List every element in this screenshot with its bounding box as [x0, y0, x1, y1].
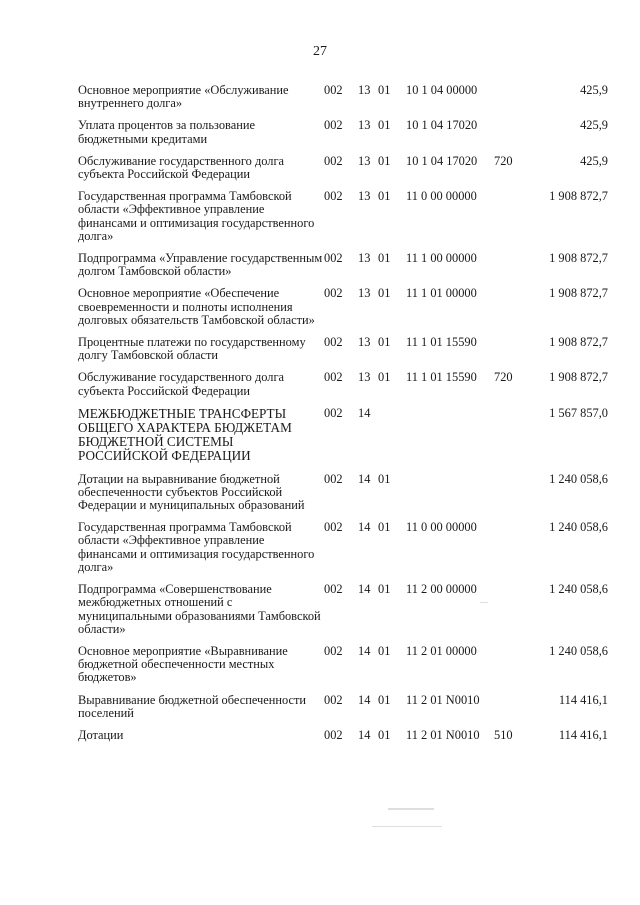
- cell-item-name: Выравнивание бюджетной обеспеченности поселений: [78, 692, 307, 720]
- cell-target-article-code: 10 1 04 17020: [406, 153, 478, 168]
- table-row: [78, 119, 608, 154]
- table-row: [78, 371, 608, 406]
- cell-amount: 1 908 872,7: [549, 189, 608, 204]
- cell-target-article-code: 11 0 00 00000: [406, 189, 477, 204]
- cell-amount: 1 240 058,6: [549, 643, 608, 658]
- cell-department-code: 002: [324, 405, 343, 420]
- cell-section-code: 14: [358, 643, 371, 658]
- cell-department-code: 002: [324, 520, 343, 535]
- cell-item-name: Подпрограмма «Управление государственным долгом Тамбовской области»: [78, 251, 323, 279]
- cell-expense-type-code: [492, 190, 534, 252]
- cell-expense-type-code: [492, 521, 534, 583]
- cell-department-code: 002: [324, 251, 343, 266]
- cell-target-article-code: 10 1 04 17020: [406, 118, 478, 133]
- cell-section-code: 14: [358, 405, 371, 420]
- table-row: [78, 694, 608, 729]
- table-row: [78, 336, 608, 371]
- cell-amount: 1 240 058,6: [549, 520, 608, 535]
- cell-section-code: 14: [358, 520, 371, 535]
- table-row: [78, 521, 608, 583]
- cell-target-article-code: 11 2 00 00000: [406, 582, 477, 597]
- cell-section-code: 13: [358, 370, 371, 385]
- table-row: [78, 583, 608, 645]
- cell-expense-type-code: [492, 583, 534, 645]
- cell-item-name: Государственная программа Тамбовской области «Эффективное управление финансами и оптимизация государственного долга»: [78, 189, 315, 243]
- cell-subsection-code: 01: [378, 83, 391, 97]
- cell-item-name: Обслуживание государственного долга субъекта Российской Федерации: [78, 370, 285, 398]
- cell-expense-type-code: [492, 84, 534, 119]
- cell-section-code: 14: [358, 471, 371, 486]
- cell-subsection-code: 01: [378, 153, 391, 168]
- scan-artifact: [372, 826, 442, 827]
- cell-target-article-code: 11 1 01 15590: [406, 370, 477, 385]
- table-row: [78, 473, 608, 522]
- cell-amount: 425,9: [580, 83, 608, 97]
- cell-item-name: Процентные платежи по государственному долгу Тамбовской области: [78, 335, 306, 363]
- cell-subsection-code: 01: [378, 520, 391, 535]
- cell-section-code: 13: [358, 83, 371, 97]
- cell-subsection-code: 01: [378, 118, 391, 133]
- cell-subsection-code: 01: [378, 286, 391, 301]
- cell-target-article-code: [406, 473, 492, 522]
- cell-subsection-code: 01: [378, 370, 391, 385]
- cell-amount: 1 908 872,7: [549, 286, 608, 301]
- cell-amount: 1 240 058,6: [549, 471, 608, 486]
- cell-expense-type-code: [492, 407, 534, 473]
- cell-amount: 1 908 872,7: [549, 335, 608, 350]
- cell-amount: 425,9: [580, 118, 608, 133]
- budget-table: [78, 84, 608, 751]
- cell-department-code: 002: [324, 286, 343, 301]
- cell-subsection-code: 01: [378, 692, 391, 707]
- cell-item-name: Основное мероприятие «Обеспечение своевременности и полноты исполнения долговых обязательств Тамбовской области»: [78, 286, 315, 327]
- cell-expense-type-code: [492, 119, 534, 154]
- cell-subsection-code: [374, 407, 406, 473]
- cell-target-article-code: 11 2 01 00000: [406, 643, 477, 658]
- table-row: [78, 645, 608, 694]
- cell-department-code: 002: [324, 692, 343, 707]
- cell-amount: 1 908 872,7: [549, 251, 608, 266]
- cell-section-code: 13: [358, 286, 371, 301]
- scan-artifact: [480, 602, 488, 603]
- cell-expense-type-code: [492, 336, 534, 371]
- budget-table-body: [78, 84, 608, 751]
- cell-item-name: Дотации на выравнивание бюджетной обеспеченности субъектов Российской Федерации и муниципальных образований: [78, 471, 305, 513]
- cell-amount: 1 908 872,7: [549, 370, 608, 385]
- cell-amount: 425,9: [580, 153, 608, 168]
- cell-department-code: 002: [324, 471, 343, 486]
- table-row: [78, 252, 608, 287]
- cell-expense-type-code: [492, 252, 534, 287]
- cell-target-article-code: 11 1 00 00000: [406, 251, 477, 266]
- cell-item-name: Подпрограмма «Совершенствование межбюджетных отношений с муниципальными образованиями Тамбовской области»: [78, 582, 321, 636]
- table-row: [78, 190, 608, 252]
- cell-item-name: Основное мероприятие «Обслуживание внутреннего долга»: [78, 83, 289, 111]
- cell-expense-type-code: [492, 645, 534, 694]
- cell-expense-type-code: [492, 473, 534, 522]
- cell-section-code: 14: [358, 692, 371, 707]
- cell-department-code: 002: [324, 643, 343, 658]
- cell-section-code: 13: [358, 189, 371, 204]
- table-row: [78, 287, 608, 336]
- table-row: [78, 155, 608, 190]
- cell-section-code: 14: [358, 727, 371, 742]
- cell-subsection-code: 01: [378, 471, 391, 486]
- cell-expense-type-code: 510: [494, 727, 513, 742]
- cell-amount: 114 416,1: [558, 692, 608, 707]
- cell-section-code: 13: [358, 251, 371, 266]
- cell-amount: 1 240 058,6: [549, 582, 608, 597]
- cell-section-code: 13: [358, 335, 371, 350]
- table-row: [78, 84, 608, 119]
- cell-item-name: МЕЖБЮДЖЕТНЫЕ ТРАНСФЕРТЫ ОБЩЕГО ХАРАКТЕРА БЮДЖЕТАМ БЮДЖЕТНОЙ СИСТЕМЫ РОССИЙСКОЙ ФЕДЕРАЦИИ: [78, 405, 292, 464]
- cell-item-name: Уплата процентов за пользование бюджетными кредитами: [78, 118, 255, 146]
- cell-target-article-code: 11 2 01 N0010: [406, 692, 480, 707]
- page-number: 27: [313, 44, 327, 59]
- cell-expense-type-code: 720: [494, 153, 513, 168]
- cell-amount: 1 567 857,0: [549, 405, 608, 420]
- scan-artifact: [388, 808, 434, 810]
- cell-target-article-code: 11 2 01 N0010: [406, 727, 480, 742]
- cell-department-code: 002: [324, 727, 343, 742]
- cell-department-code: 002: [324, 335, 343, 350]
- cell-target-article-code: 11 1 01 15590: [406, 335, 477, 350]
- cell-department-code: 002: [324, 582, 343, 597]
- cell-section-code: 14: [358, 582, 371, 597]
- cell-subsection-code: 01: [378, 582, 391, 597]
- cell-item-name: Дотации: [78, 727, 124, 742]
- cell-expense-type-code: 720: [494, 370, 513, 385]
- cell-subsection-code: 01: [378, 335, 391, 350]
- cell-department-code: 002: [324, 189, 343, 204]
- cell-item-name: Государственная программа Тамбовской области «Эффективное управление финансами и оптимизация государственного долга»: [78, 520, 315, 574]
- table-row: [78, 729, 608, 751]
- cell-item-name: Основное мероприятие «Выравнивание бюджетной обеспеченности местных бюджетов»: [78, 643, 288, 685]
- cell-expense-type-code: [492, 694, 534, 729]
- table-row: [78, 407, 608, 473]
- cell-department-code: 002: [324, 153, 343, 168]
- cell-department-code: 002: [324, 370, 343, 385]
- cell-section-code: 13: [358, 118, 371, 133]
- cell-target-article-code: [406, 407, 492, 473]
- cell-subsection-code: 01: [378, 251, 391, 266]
- cell-subsection-code: 01: [378, 189, 391, 204]
- cell-amount: 114 416,1: [558, 727, 608, 742]
- cell-section-code: 13: [358, 153, 371, 168]
- cell-subsection-code: 01: [378, 643, 391, 658]
- cell-expense-type-code: [492, 287, 534, 336]
- cell-department-code: 002: [324, 118, 343, 133]
- cell-department-code: 002: [324, 83, 343, 97]
- cell-target-article-code: 11 1 01 00000: [406, 286, 477, 301]
- cell-subsection-code: 01: [378, 727, 391, 742]
- cell-target-article-code: 11 0 00 00000: [406, 520, 477, 535]
- cell-item-name: Обслуживание государственного долга субъекта Российской Федерации: [78, 153, 285, 182]
- cell-target-article-code: 10 1 04 00000: [406, 83, 478, 97]
